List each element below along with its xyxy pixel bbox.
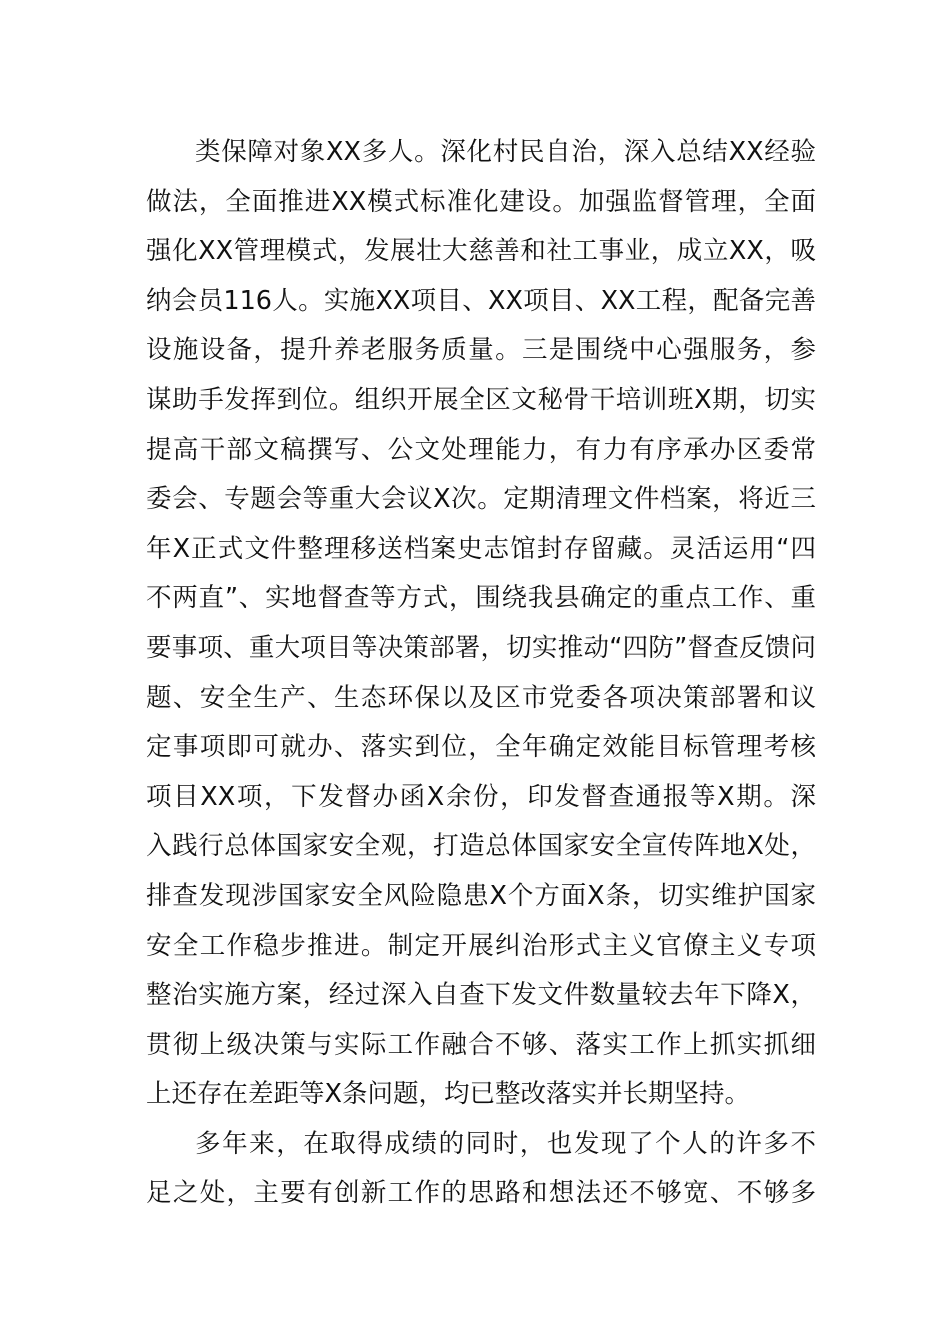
text-line: 项目XX项，下发督办函X余份，印发督查通报等X期。深 — [146, 781, 816, 812]
text-line: 要事项、重大项目等决策部署，切实推动“四防”督查反馈问 — [146, 632, 816, 663]
paragraph-container — [146, 128, 816, 1219]
text-line: 入践行总体国家安全观，打造总体国家安全宣传阵地X处， — [146, 831, 816, 862]
text-line: 足之处，主要有创新工作的思路和想法还不够宽、不够多 — [146, 1178, 816, 1209]
text-line: 安全工作稳步推进。制定开展纠治形式主义官僚主义专项 — [146, 930, 816, 961]
text-line: 定事项即可就办、落实到位，全年确定效能目标管理考核 — [146, 732, 816, 763]
text-line: 委会、专题会等重大会议X次。定期清理文件档案，将近三 — [146, 484, 816, 515]
text-line: 整治实施方案，经过深入自查下发文件数量较去年下降X， — [146, 980, 816, 1011]
text-line: 做法，全面推进XX模式标准化建设。加强监督管理，全面 — [146, 186, 816, 217]
text-line: 提高干部文稿撰写、公文处理能力，有力有序承办区委常 — [146, 434, 816, 465]
text-line: 题、安全生产、生态环保以及区市党委各项决策部署和议 — [146, 682, 816, 713]
text-line: 谋助手发挥到位。组织开展全区文秘骨干培训班X期，切实 — [146, 384, 816, 415]
text-line: 类保障对象XX多人。深化村民自治，深入总结XX经验 — [195, 137, 816, 167]
text-line: 多年来，在取得成绩的同时，也发现了个人的许多不 — [195, 1128, 816, 1159]
text-line: 强化XX管理模式，发展壮大慈善和社工事业，成立XX，吸 — [146, 236, 816, 267]
paragraph — [146, 128, 816, 1120]
text-line: 贯彻上级决策与实际工作融合不够、落实工作上抓实抓细 — [146, 1029, 816, 1060]
text-line: 不两直”、实地督查等方式，围绕我县确定的重点工作、重 — [146, 583, 816, 614]
document-body — [146, 128, 816, 1219]
text-line: 年X正式文件整理移送档案史志馆封存留藏。灵活运用“四 — [146, 533, 816, 564]
text-line: 排查发现涉国家安全风险隐患X个方面X条，切实维护国家 — [146, 880, 816, 911]
text-line: 纳会员116人。实施XX项目、XX项目、XX工程，配备完善 — [146, 285, 816, 316]
text-line: 设施设备，提升养老服务质量。三是围绕中心强服务，参 — [146, 335, 816, 366]
paragraph — [146, 1120, 816, 1219]
text-line: 上还存在差距等X条问题，均已整改落实并长期坚持。 — [146, 1079, 750, 1110]
